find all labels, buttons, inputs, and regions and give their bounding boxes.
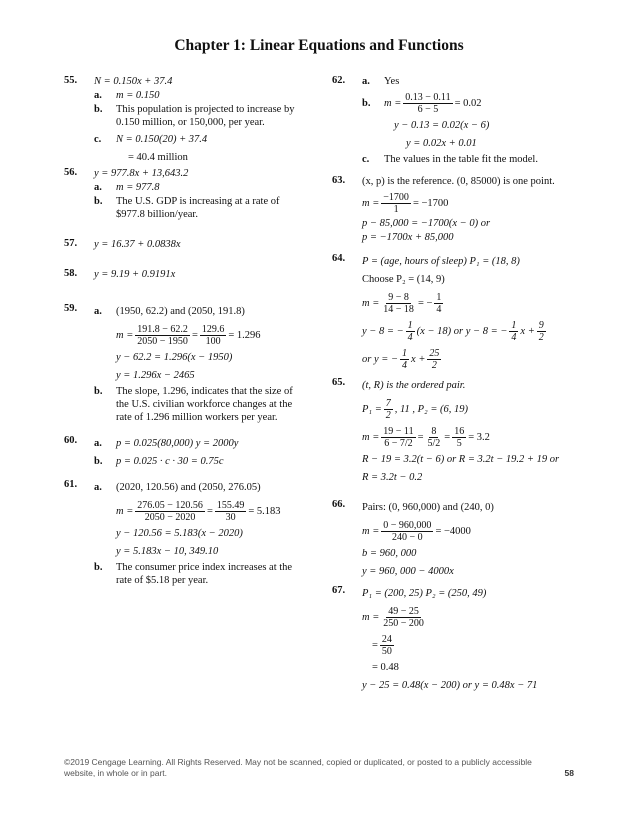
slope-simplified: = $\frac{24}{50}$ xyxy=(372,633,392,657)
problem-number: 58. xyxy=(64,268,78,279)
document-page: Chapter 1: Linear Equations and Functions 55. N = 0.150x + 37.4 a. m = 0.150 b. This population is projected to increase by 0.150 million, or 150,000, per year. c. N = 0.150(20) + 37.4 = 40.4 million 56. y = 977.8x + 13,643.2 a. m = 977.8 b. The U.S. GDP is increasing at a rate of $977.8 billion/year. 57. y = 16.37 + 0.0838x 58. y = 9.19 + 0.9191x 59. a. (1950, 62.2) and (2050, 191.8) m = $\frac{191.8 - 62.2}{2050 - 1950}$ = $\frac{129.6}{100}$ = 1.296 y − 62.2 = 1.296(x − 1950) y = 1.296x − 2465 b. The slope, 1.296, indicates that the size of the U.S. civilian workforce changes at the rate of 1.296 million workers per year. 60. a. p = 0.025(80,000) y = 2000y b. p = 0.025 · c · 30 = 0.75c 61. a. (2020, 120.56) and (2050, 276.05) m = $\frac{276.05 - 120.56}{2050 - 2020}$ = $\frac{155.49}{30}$ = 5.183 y − 120.56 = 5.183(x − 2020) y = 5.183x − 10, 349.10 b. The consumer price index increases at the rate of $5.18 per year. 62. a. Yes b. m = $\frac{0.13 - 0.11}{6 - 5}$ = 0.02 y − 0.13 = 0.02(x − 6) y = 0.02x + 0.01 c. The values in the table fit the model. 63. (x, p) is the reference. (0, 85000) is one point. m = $\frac{-1700}{1}$ = −1700 p − 85,000 = −1700(x − 0) or p = −1700x + 85,000 64. P = (age, hours of sleep) P₁ = (18, 8) Choose P₂ = (14, 9) m = $\frac{9 - 8}{14 - 18}$ = − $\frac{1}{4}$ y − 8 = − $\frac{1}{4}$ (x − 18) or y − 8 = − $\frac{1}{4}$ x + $\frac{9}{2}$ or y = − $\frac{1}{4}$ x + $\frac{25}{2}$ 65. (t, R) is the ordered pair. P₁ = $\frac{7}{2}$ , 11 , P₂ = (6, 19) m = $\frac{19 - 11}{6 - 7/2}$ = $\frac{8}{5/2}$ = $\frac{16}{5}$ = 3.2 R − 19 = 3.2(t − 6) or R = 3.2t − 19.2 + 19 or R = 3.2t − 0.2 66. Pairs: (0, 960,000) and (240, 0) m = $\frac{0 - 960,000}{240 - 0}$ = −4000 b = 960, 000 y = 960, 000 − 4000x 67. P₁ = (200, 25) P₂ = (250, 49) m = $\frac{49 - 25}{250 - 200}$ = $\frac{24}{50}$ = 0.48 y − 25 = 0.48(x − 200) or y = 0.48x − 71 ©2019 Cengage Learning. All Rights Reserved. May not be scanned, copied or duplicated, or posted to a publicly accessible website, in whole or in part. 58 xyxy=(0,0,638,826)
problem-number: 67. xyxy=(332,585,346,596)
point-slope: p − 85,000 = −1700(x − 0) or xyxy=(362,218,491,229)
answer-c: The values in the table fit the model. xyxy=(384,154,538,165)
slope-intercept: or y = − $\frac{1}{4}$ x + $\frac{25}{2}$ xyxy=(362,347,440,371)
answer-a: p = 0.025(80,000) y = 2000y xyxy=(116,438,239,449)
slope-calculation: b. m = $\frac{0.13 - 0.11}{6 - 5}$ = 0.02 xyxy=(362,91,482,115)
intercept: b = 960, 000 xyxy=(362,548,417,559)
equation: N = 0.150x + 37.4 xyxy=(94,76,173,87)
answer-c-result: = 40.4 million xyxy=(128,152,188,163)
slope-intercept: p = −1700x + 85,000 xyxy=(362,232,454,243)
slope-calculation: m = $\frac{-1700}{1}$ = −1700 xyxy=(362,191,449,215)
point-slope: R − 19 = 3.2(t − 6) or R = 3.2t − 19.2 + 19 or xyxy=(362,454,560,465)
ordered-pair: (t, R) is the ordered pair. xyxy=(362,380,466,391)
answer-b: p = 0.025 · c · 30 = 0.75c xyxy=(116,456,224,467)
problem-number: 62. xyxy=(332,75,346,86)
problem-number: 56. xyxy=(64,167,78,178)
answer-a: m = 977.8 xyxy=(116,182,160,193)
point-slope: y − 0.13 = 0.02(x − 6) xyxy=(394,120,490,131)
slope-calculation: m = $\frac{49 - 25}{250 - 200}$ xyxy=(362,605,424,629)
definition: P = (age, hours of sleep) P₁ = (18, 8) xyxy=(362,256,520,267)
slope-calculation: m = $\frac{9 - 8}{14 - 18}$ = − $\frac{1}{4}$ xyxy=(362,291,442,315)
problem-number: 61. xyxy=(64,479,78,490)
point-slope: y − 62.2 = 1.296(x − 1950) xyxy=(116,352,233,363)
problem-number: 60. xyxy=(64,435,78,446)
slope-calculation: m = $\frac{0 - 960,000}{240 - 0}$ = −4000 xyxy=(362,519,471,543)
problem-number: 66. xyxy=(332,499,346,510)
choose-point: Choose P₂ = (14, 9) xyxy=(362,274,445,285)
equation: y = 977.8x + 13,643.2 xyxy=(94,168,189,179)
answer-c: N = 0.150(20) + 37.4 xyxy=(116,134,208,145)
slope-calculation: m = $\frac{191.8 - 62.2}{2050 - 1950}$ = $\frac{129.6}{100}$ = 1.296 xyxy=(116,323,261,347)
equations: y − 25 = 0.48(x − 200) or y = 0.48x − 71 xyxy=(362,680,538,691)
slope-intercept: y = 1.296x − 2465 xyxy=(116,370,195,381)
point-slope: y − 120.56 = 5.183(x − 2020) xyxy=(116,528,243,539)
problem-number: 65. xyxy=(332,377,346,388)
page-number: 58 xyxy=(564,768,574,778)
answer-b: This population is projected to increase by 0.150 million, or 150,000, per year. xyxy=(116,104,295,128)
copyright-footer xyxy=(64,757,574,779)
problem-number: 59. xyxy=(64,303,78,314)
slope-intercept: y = 5.183x − 10, 349.10 xyxy=(116,546,219,557)
points: (1950, 62.2) and (2050, 191.8) xyxy=(116,306,245,317)
problem-number: 57. xyxy=(64,238,78,249)
answer-b: The U.S. GDP is increasing at a rate of $977.8 billion/year. xyxy=(116,196,280,220)
slope-calculation: m = $\frac{19 - 11}{6 - 7/2}$ = $\frac{8}{5/2}$ = $\frac{16}{5}$ = 3.2 xyxy=(362,425,490,449)
problem-number: 63. xyxy=(332,175,346,186)
chapter-title: Chapter 1: Linear Equations and Functions xyxy=(174,37,464,54)
equation: y = 9.19 + 0.9191x xyxy=(94,269,176,280)
reference-line: (x, p) is the reference. (0, 85000) is one point. xyxy=(362,176,555,187)
problem-number: 64. xyxy=(332,253,346,264)
pairs: Pairs: (0, 960,000) and (240, 0) xyxy=(362,502,494,513)
slope-calculation: m = $\frac{276.05 - 120.56}{2050 - 2020}$ = $\frac{155.49}{30}$ = 5.183 xyxy=(116,499,281,523)
point-slope: y − 8 = − $\frac{1}{4}$ (x − 18) or y − 8 = − $\frac{1}{4}$ x + $\frac{9}{2}$ xyxy=(362,319,544,343)
slope-intercept: R = 3.2t − 0.2 xyxy=(362,472,423,483)
answer-b: The consumer price index increases at the rate of $5.18 per year. xyxy=(116,562,293,586)
slope-intercept: y = 0.02x + 0.01 xyxy=(406,138,477,149)
answer-a: Yes xyxy=(384,76,400,87)
points: (2020, 120.56) and (2050, 276.05) xyxy=(116,482,261,493)
points: P₁ = (200, 25) P₂ = (250, 49) xyxy=(362,588,487,599)
problem-number: 55. xyxy=(64,75,78,86)
copyright-text: ©2019 Cengage Learning. All Rights Reserved. May not be scanned, copied or duplicated, or posted to a publicly accessible website, in whole or in part. xyxy=(64,757,532,778)
slope-value: = 0.48 xyxy=(372,662,399,673)
slope-intercept: y = 960, 000 − 4000x xyxy=(362,566,454,577)
answer-a: m = 0.150 xyxy=(116,90,160,101)
equation: y = 16.37 + 0.0838x xyxy=(94,239,181,250)
points: P₁ = $\frac{7}{2}$ , 11 , P₂ = (6, 19) xyxy=(362,397,469,421)
answer-b: The slope, 1.296, indicates that the size of the U.S. civilian workforce changes at the rate of 1.296 million workers per year. xyxy=(116,386,293,423)
